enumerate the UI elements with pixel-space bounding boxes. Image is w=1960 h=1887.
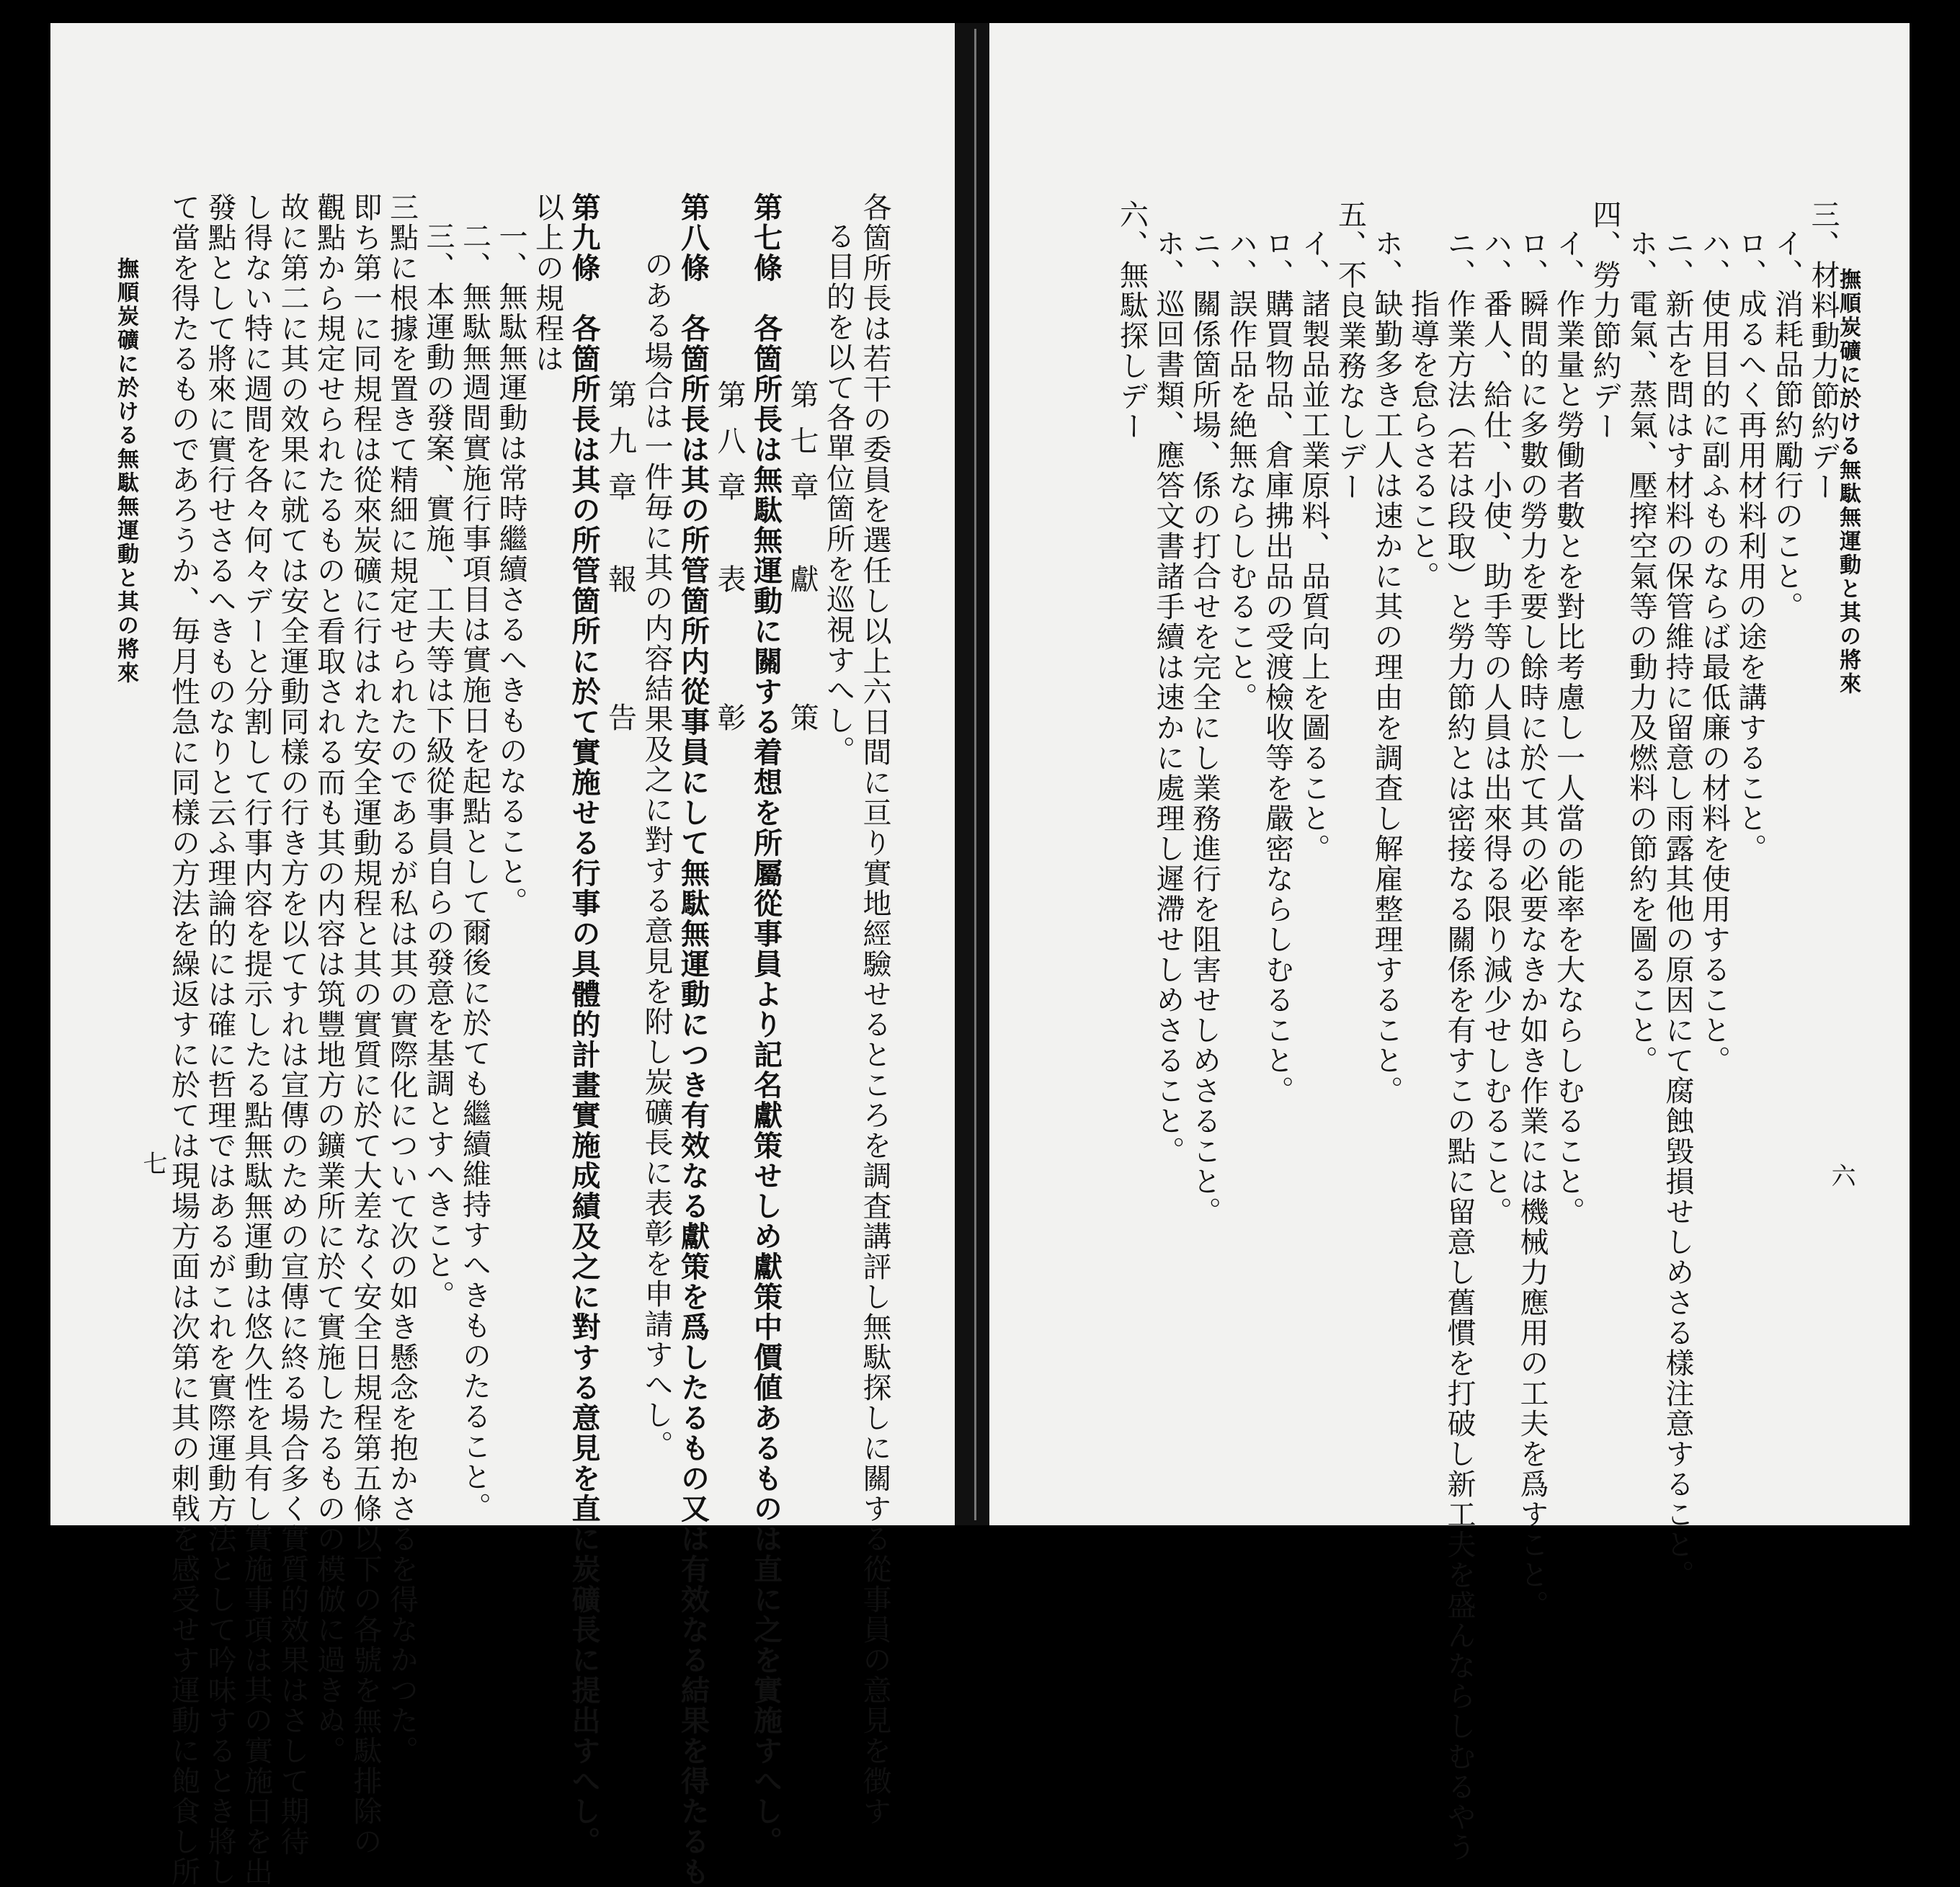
text-line: 發點として將來に實行せさるへきものなりと云ふ理論的には確に哲理ではあるがこれを實際運動方法として吟味するとき將し [203,192,236,1887]
text-line: 以上の規程は [530,192,564,374]
text-line: し得ない特に週間を各々何々デーと分割して行事内容を提示したる點無駄無運動は悠久性を具有し實施事項は其の實施日を出 [239,192,273,1887]
list-item: ロ、購買物品、倉庫拂出品の受渡檢收等を嚴密ならしむること。 [1260,228,1294,1106]
list-item: ホ、電氣、蒸氣、壓搾空氣等の動力及燃料の節約を圖ること。 [1624,228,1658,1076]
text-line: 故に第二に其の效果に就ては安全運動同樣の行き方を以てすれは宣傳のための宣傳に終る場合多く實質的效果はさして期待 [276,192,309,1857]
list-item: イ、作業量と勞働者數とを對比考慮し一人當の能率を大ならしむること。 [1551,228,1585,1227]
text-line: 觀點から規定せられたるものと看取される而も其の内容は筑豐地方の鑛業所に於て實施したるものの模倣に過きぬ。 [312,192,346,1766]
section-heading: 四、勞力節約デー [1588,200,1621,442]
list-item: ロ、成るへく再用材料利用の途を講すること。 [1734,228,1767,864]
right-page-body [1113,200,1841,1863]
list-item: イ、諸製品並工業原料、品質向上を圖ること。 [1297,228,1330,864]
list-item: ニ、作業方法（若は段取）と勞力節約とは密接なる關係を有すこの點に留意し舊慣を打破し新工夫を盛んならしむるやう [1443,228,1476,1863]
article-line: 第八條 各箇所長は其の所管箇所内從事員にして無駄無運動につき有效なる獻策を爲したるもの又は有效なる結果を得たるも [676,192,710,1887]
text-line: 三點に根據を置きて精細に規定せられたのであるが私は其の實際化について次の如き懸念を抱かさるを得なかつた。 [385,192,419,1766]
list-item: ホ、巡回書類、應答文書諸手續は速かに處理し遲滯せしめさること。 [1152,228,1185,1166]
text-line: て當を得たるものであろうか、毎月性急に同樣の方法を繰返すに於ては現場方面は次第に其の刺戟を感受せす運動に飽食し所 [166,192,200,1887]
list-item: ハ、使用目的に副ふものならば最低廉の材料を使用すること。 [1697,228,1731,1076]
chapter-heading: 第七章 獻 策 [785,380,819,749]
text-line: のある場合は一件毎に其の内容結果及之に對する意見を附し炭礦長に表彰を申請すへし。 [640,250,673,1460]
book-spine [955,23,989,1525]
right-page [989,23,1910,1863]
article-line: 第九條 各箇所長は其の所管箇所に於て實施せる行事の具體的計畫實施成績及之に對する意見を直に炭礦長に提出すへし。 [567,192,601,1857]
chapter-heading: 第八章 表 彰 [713,380,746,749]
chapter-heading: 第九章 報 告 [603,380,637,749]
page-number: 七 [138,1151,167,1175]
list-item: ホ、缺勤多き工人は速かに其の理由を調査し解雇整理すること。 [1370,228,1403,1106]
running-header: 撫順炭礦に於ける無駄無運動と其の將來 [1835,268,1861,696]
text-line: る目的を以て各單位箇所を巡視すへし。 [821,221,855,766]
section-heading: 三、材料動力節約デー [1807,200,1840,502]
article-line: 第七條 各箇所長は無駄無運動に關する着想を所屬從事員より記名獻策せしめ獻策中價値あるものは直に之を實施すへし。 [749,192,783,1857]
list-item-continuation: 指導を怠らさること。 [1406,289,1440,592]
list-item: 一、無駄無運動は常時繼續さるへきものなること。 [494,221,527,917]
section-heading: 六、無駄探しデー [1115,200,1149,442]
text-line: 即ち第一に同規程は從來炭礦に行はれた安全運動規程と其の實質に於て大差なく安全日規程第五條以下の各號を無駄排除の [349,192,382,1857]
section-heading: 五、不良業務なしデー [1333,200,1367,502]
running-header: 撫順炭礦に於ける無駄無運動と其の將來 [113,257,138,685]
text-line: 各箇所長は若干の委員を選任し以上六日間に亘り實地經驗せるところを調査講評し無駄探しに關する從事員の意見を徴す [858,192,891,1826]
list-item: 三、本運動の發案、實施、工夫等は下級從事員自らの發意を基調とすへきこと。 [422,221,455,1311]
left-page [50,23,955,1887]
list-item: イ、消耗品節約勵行のこと。 [1770,228,1804,622]
left-page-body [165,192,893,1887]
list-item: 二、無駄無週間實施行事項目は實施日を起點として爾後に於ても繼續維持すへきものたること。 [458,221,491,1522]
list-item: ハ、誤作品を絶無ならしむること。 [1224,228,1257,713]
list-item: ロ、瞬間的に多數の勞力を要し餘時に於て其の必要なきか如き作業には機械力應用の工夫を爲すこと。 [1515,228,1549,1620]
list-item: ハ、番人、給仕、小使、助手等の人員は出來得る限り減少せしむること。 [1479,228,1513,1227]
list-item: ニ、關係箇所場、係の打合せを完全にし業務進行を阻害せしめさること。 [1188,228,1221,1227]
page-number: 六 [1827,1163,1856,1187]
spine-fold-line [974,29,976,1520]
list-item: ニ、新古を問はす材料の保管維持に留意し雨露其他の原因にて腐蝕毀損せしめさる樣注意すること。 [1661,228,1694,1590]
